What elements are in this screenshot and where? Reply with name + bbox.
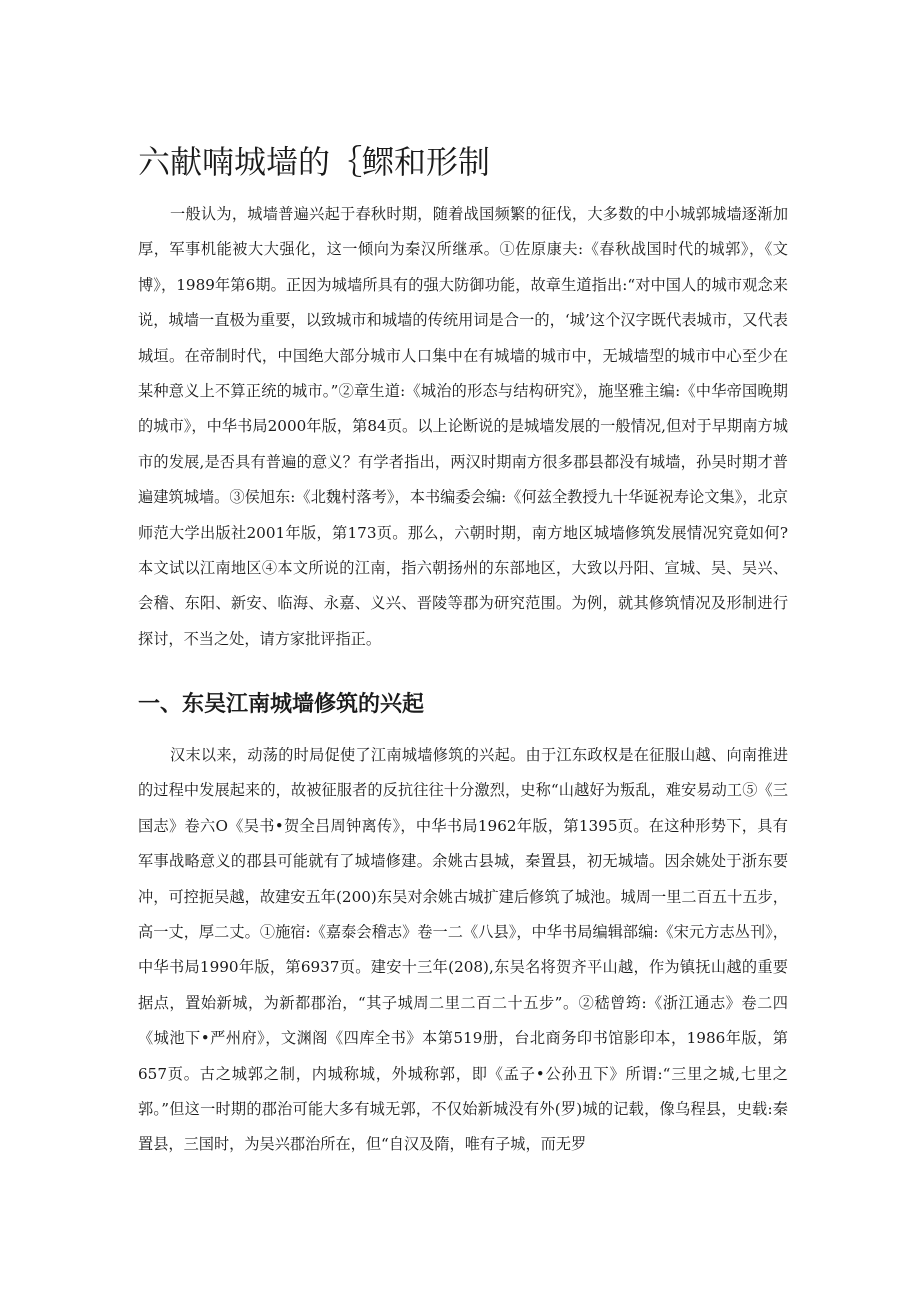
intro-paragraph: 一般认为，城墙普遍兴起于春秋时期，随着战国频繁的征伐，大多数的中小城郭城墙逐渐加厚，军事机能被大大强化，这一倾向为秦汉所继承。①佐原康夫:《春秋战国时代的城郭》，《文博》，1989年第6期。正因为城墙所具有的强大防御功能，故章生道指出:“对中国人的城市观念来说，城墙一直极为重要，以致城市和城墙的传统用词是合一的，‘城’这个汉字既代表城市，又代表城垣。在帝制时代，中国绝大部分城市人口集中在有城墙的城市中，无城墙型的城市中心至少在某种意义上不算正统的城市。”②章生道:《城治的形态与结构研究》，施坚雅主编:《中华帝国晚期的城市》，中华书局2000年版，第84页。以上论断说的是城墙发展的一般情况,但对于早期南方城市的发展,是否具有普遍的意义？有学者指出，两汉时期南方很多郡县都没有城墙，孙吴时期才普遍建筑城墙。③侯旭东:《北魏村落考》，本书编委会编:《何兹全教授九十华诞祝寿论文集》，北京师范大学出版社2001年版，第173页。那么，六朝时期，南方地区城墙修筑发展情况究竟如何?本文试以江南地区④本文所说的江南，指六朝扬州的东部地区，大致以丹阳、宣城、吴、吴兴、会稽、东阳、新安、临海、永嘉、义兴、晋陵等郡为研究范围。为例，就其修筑情况及形制进行探讨，不当之处，请方家批评指正。 <box>138 205 788 648</box>
document-title: 六献喃城墙的｛鳏和形制 <box>138 143 491 181</box>
section-paragraph: 汉末以来，动荡的时局促使了江南城墙修筑的兴起。由于江东政权是在征服山越、向南推进的过程中发展起来的，故被征服者的反抗往往十分激烈，史称“山越好为叛乱，难安易动工⑤《三国志》卷六O《吴书•贺全吕周钟离传》，中华书局1962年版，第1395页。在这种形势下，具有军事战略意义的郡县可能就有了城墙修建。余姚古县城，秦置县，初无城墙。因余姚处于浙东要冲，可控扼吴越，故建安五年(200)东吴对余姚古城扩建后修筑了城池。城周一里二百五十五步，高一丈，厚二丈。①施宿:《嘉泰会稽志》卷一二《八县》，中华书局编辑部编:《宋元方志丛刊》，中华书局1990年版，第6937页。建安十三年(208),东吴名将贺齐平山越，作为镇抚山越的重要据点，置始新城，为新都郡治，“其子城周二里二百二十五步”。②嵇曾筠:《浙江通志》卷二四《城池下•严州府》，文渊阁《四库全书》本第519册，台北商务印书馆影印本，1986年版，第657页。古之城郭之制，内城称城，外城称郭，即《孟子•公孙丑下》所谓:“三里之城,七里之郭。”但这一时期的郡治可能大多有城无郭，不仅始新城没有外(罗)城的记载，像乌程县，史载:秦置县，三国时，为吴兴郡治所在，但“自汉及隋，唯有子城，而无罗 <box>138 746 788 1154</box>
section-heading: 一、东吴江南城墙修筑的兴起 <box>138 692 425 717</box>
